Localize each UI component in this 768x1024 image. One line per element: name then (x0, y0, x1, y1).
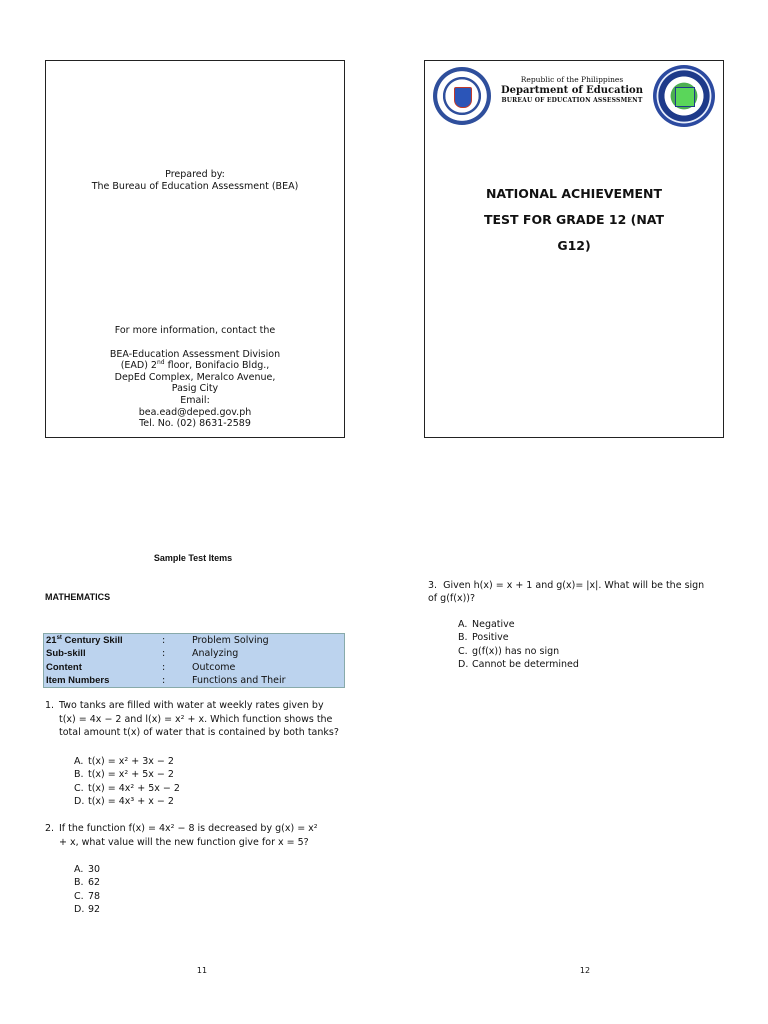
choice[interactable]: C. t(x) = 4x² + 5x − 2 (74, 782, 180, 794)
contact-line-city: Pasig City (171, 383, 219, 395)
question-1-choices (74, 755, 180, 808)
department-header (491, 75, 653, 104)
contact-line-address: (EAD) 2nd floor, Bonifacio Bldg., (120, 359, 270, 372)
skill-row: Sub-skill : Analyzing (46, 648, 239, 659)
department-name: Department of Education (501, 85, 643, 96)
prepared-by-label: Prepared by: (165, 169, 225, 180)
page-number-left: 11 (196, 966, 208, 975)
choice[interactable]: D. 92 (74, 903, 101, 915)
page-number-right: 12 (579, 966, 591, 975)
choice[interactable]: C. 78 (74, 890, 101, 902)
choice[interactable]: B. Positive (458, 632, 509, 644)
republic-label: Republic of the Philippines (520, 75, 624, 84)
skill-table (43, 633, 345, 688)
back-cover-panel (45, 60, 345, 438)
contact-phone: Tel. No. (02) 8631-2589 (139, 418, 251, 430)
choice[interactable]: A. 30 (74, 864, 101, 875)
prepared-by-block (46, 169, 344, 193)
contact-line-complex: DepEd Complex, Meralco Avenue, (114, 371, 276, 383)
bureau-name: BUREAU OF EDUCATION ASSESSMENT (501, 97, 643, 104)
sample-heading: Sample Test Items (153, 553, 233, 563)
question-2-choices (74, 863, 100, 916)
contact-heading: For more information, contact the (114, 325, 276, 336)
choice[interactable]: A. t(x) = x² + 3x − 2 (74, 756, 174, 767)
skill-row: 21st Century Skill : Problem Solving (46, 634, 269, 646)
skill-row: Content : Outcome (46, 661, 236, 673)
choice[interactable]: C. g(f(x)) has no sign (458, 645, 560, 657)
contact-line-division: BEA-Education Assessment Division (109, 348, 281, 360)
choice[interactable]: D. t(x) = 4x³ + x − 2 (74, 795, 174, 807)
contact-block (46, 325, 344, 430)
contact-email-label: Email: (180, 394, 210, 406)
front-cover-panel (424, 60, 724, 438)
cover-title: NATIONAL ACHIEVEMENT TEST FOR GRADE 12 (NAT G12) (483, 186, 665, 253)
prepared-by-org: The Bureau of Education Assessment (BEA) (91, 181, 299, 192)
choice[interactable]: B. t(x) = x² + 5x − 2 (74, 769, 174, 781)
skill-row: Item Numbers : Functions and Their (46, 675, 286, 686)
contact-email[interactable]: bea.ead@deped.gov.ph (138, 406, 252, 418)
kagawaran-seal-icon (433, 67, 491, 125)
choice[interactable]: A. Negative (458, 619, 515, 630)
choice[interactable]: D. Cannot be determined (458, 658, 579, 670)
choice[interactable]: B. 62 (74, 877, 101, 889)
question-3: 3. Given h(x) = x + 1 and g(x)= |x|. What will be the sign of g(f(x))? (428, 580, 705, 604)
subject-heading: MATHEMATICS (45, 592, 111, 602)
question-3-choices (458, 618, 579, 671)
bea-seal-icon (653, 65, 715, 127)
